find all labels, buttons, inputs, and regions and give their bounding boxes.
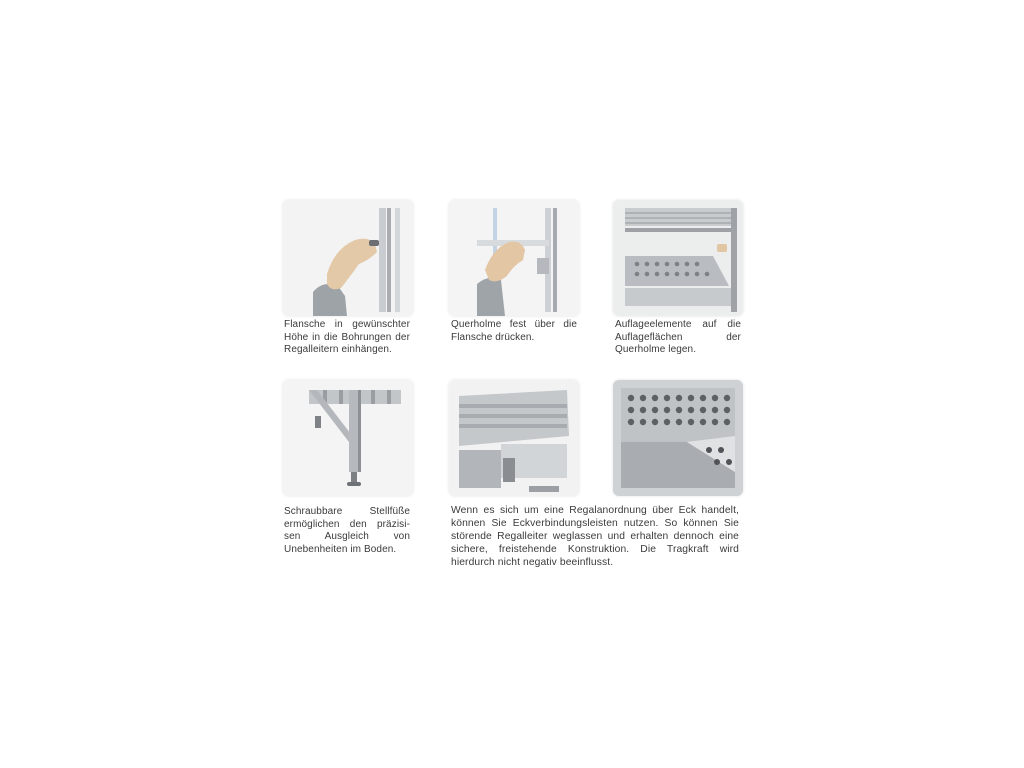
step-caption: Auflageelemente auf die Auflageflächen der Querholme legen. [615,319,741,355]
step-caption: Schraubbare Stellfüße ermöglichen den präzisi-sen Ausgleich von Unebenheiten im Boden. [284,506,410,555]
crossbar-joint-image [449,380,579,496]
step-caption: Querholme fest über die Flansche drücken. [451,319,577,343]
step-caption: Flansche in gewünschter Höhe in die Bohrungen der Regalleitern einhängen. [284,319,410,355]
adjustable-foot-image [283,380,413,496]
corner-connector-image [613,380,743,496]
crossbar-pressing-image [449,200,579,316]
corner-connector-description: Wenn es sich um eine Regalanordnung über Eck handelt, können Sie Eckverbindungsleisten nutzen. So können Sie störende Regalleiter weglassen und erhalten dennoch eine sichere, freistehende Konstruktion. Die Tragkraft wird hierdurch nicht negativ beeinflusst. [451,505,739,568]
shelf-placing-image [613,200,743,316]
flange-hooking-image [283,200,413,316]
